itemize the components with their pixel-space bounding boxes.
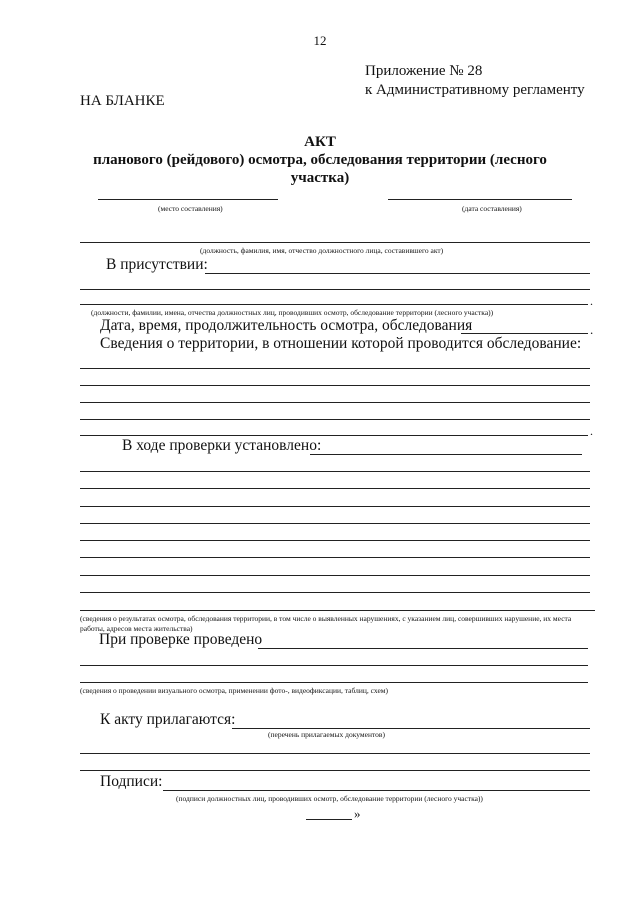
signatures-label: Подписи: [100,773,163,790]
attachments-line-2[interactable] [80,753,590,754]
conducted-label: При проверке проведено [99,631,263,648]
document-subtitle-line-2: участка) [290,170,350,186]
footer-date-line[interactable] [306,819,352,820]
established-line-6[interactable] [80,540,590,541]
datetime-dot: . [590,322,594,337]
page-number: 12 [313,33,327,48]
officials-present-caption: (должности, фамилии, имена, отчества должностных лиц, проводивших осмотр, обследование территории (лесного участка)) [91,308,494,317]
established-label: В ходе проверки установлено: [122,437,322,454]
conducted-caption: (сведения о проведении визуального осмотра, применении фото-, видеофиксации, таблиц, схем) [80,686,389,695]
established-line-2[interactable] [80,471,590,472]
established-line-10[interactable] [80,610,595,611]
attachments-line[interactable] [232,728,590,729]
datetime-line[interactable] [461,333,588,334]
territory-line-4[interactable] [80,419,590,420]
conducted-line[interactable] [258,648,588,649]
territory-line-2[interactable] [80,385,590,386]
appendix-line-2: к Административному регламенту [365,82,585,98]
established-line-4[interactable] [80,506,590,507]
official-caption: (должность, фамилия, имя, отчество должностного лица, составившего акт) [200,246,444,255]
territory-line-1[interactable] [80,368,590,369]
presence-dot: . [590,294,593,308]
date-line[interactable] [388,199,572,200]
appendix-line-1: Приложение № 28 [365,63,483,79]
established-line-7[interactable] [80,557,590,558]
presence-line-2[interactable] [80,289,590,290]
territory-label: Сведения о территории, в отношении которой проводится обследование: [100,335,582,352]
presence-line[interactable] [205,273,590,274]
footer-quote-mark: » [354,806,361,821]
conducted-line-3[interactable] [80,682,588,683]
on-blank-label: НА БЛАНКЕ [80,93,165,109]
established-line-8[interactable] [80,575,590,576]
established-line-9[interactable] [80,592,590,593]
conducted-line-2[interactable] [80,665,588,666]
established-line-5[interactable] [80,523,590,524]
established-line[interactable] [310,454,582,455]
official-line[interactable] [80,242,590,243]
datetime-label: Дата, время, продолжительность осмотра, обследования [100,317,473,334]
document-subtitle-line-1: планового (рейдового) осмотра, обследования территории (лесного [93,152,547,168]
territory-dot: . [590,424,593,438]
signatures-caption: (подписи должностных лиц, проводивших осмотр, обследование территории (лесного участка)) [176,794,483,803]
place-caption: (место составления) [158,204,223,213]
place-line[interactable] [98,199,278,200]
document-title: АКТ [304,134,336,150]
date-caption: (дата составления) [462,204,522,213]
results-caption: (сведения о результатах осмотра, обследования территории, в том числе о выявленных нарушениях, с указанием лиц, совершивших нарушение, их места работы, адресов места жительства) [80,614,572,633]
presence-label: В присутствии: [106,256,208,273]
attachments-line-3[interactable] [80,770,590,771]
attachments-label: К акту прилагаются: [100,711,236,728]
established-line-3[interactable] [80,488,590,489]
attachments-caption: (перечень прилагаемых документов) [268,730,385,739]
presence-line-3[interactable] [80,304,588,305]
territory-line-5[interactable] [80,435,588,436]
territory-line-3[interactable] [80,402,590,403]
signatures-line[interactable] [163,790,590,791]
